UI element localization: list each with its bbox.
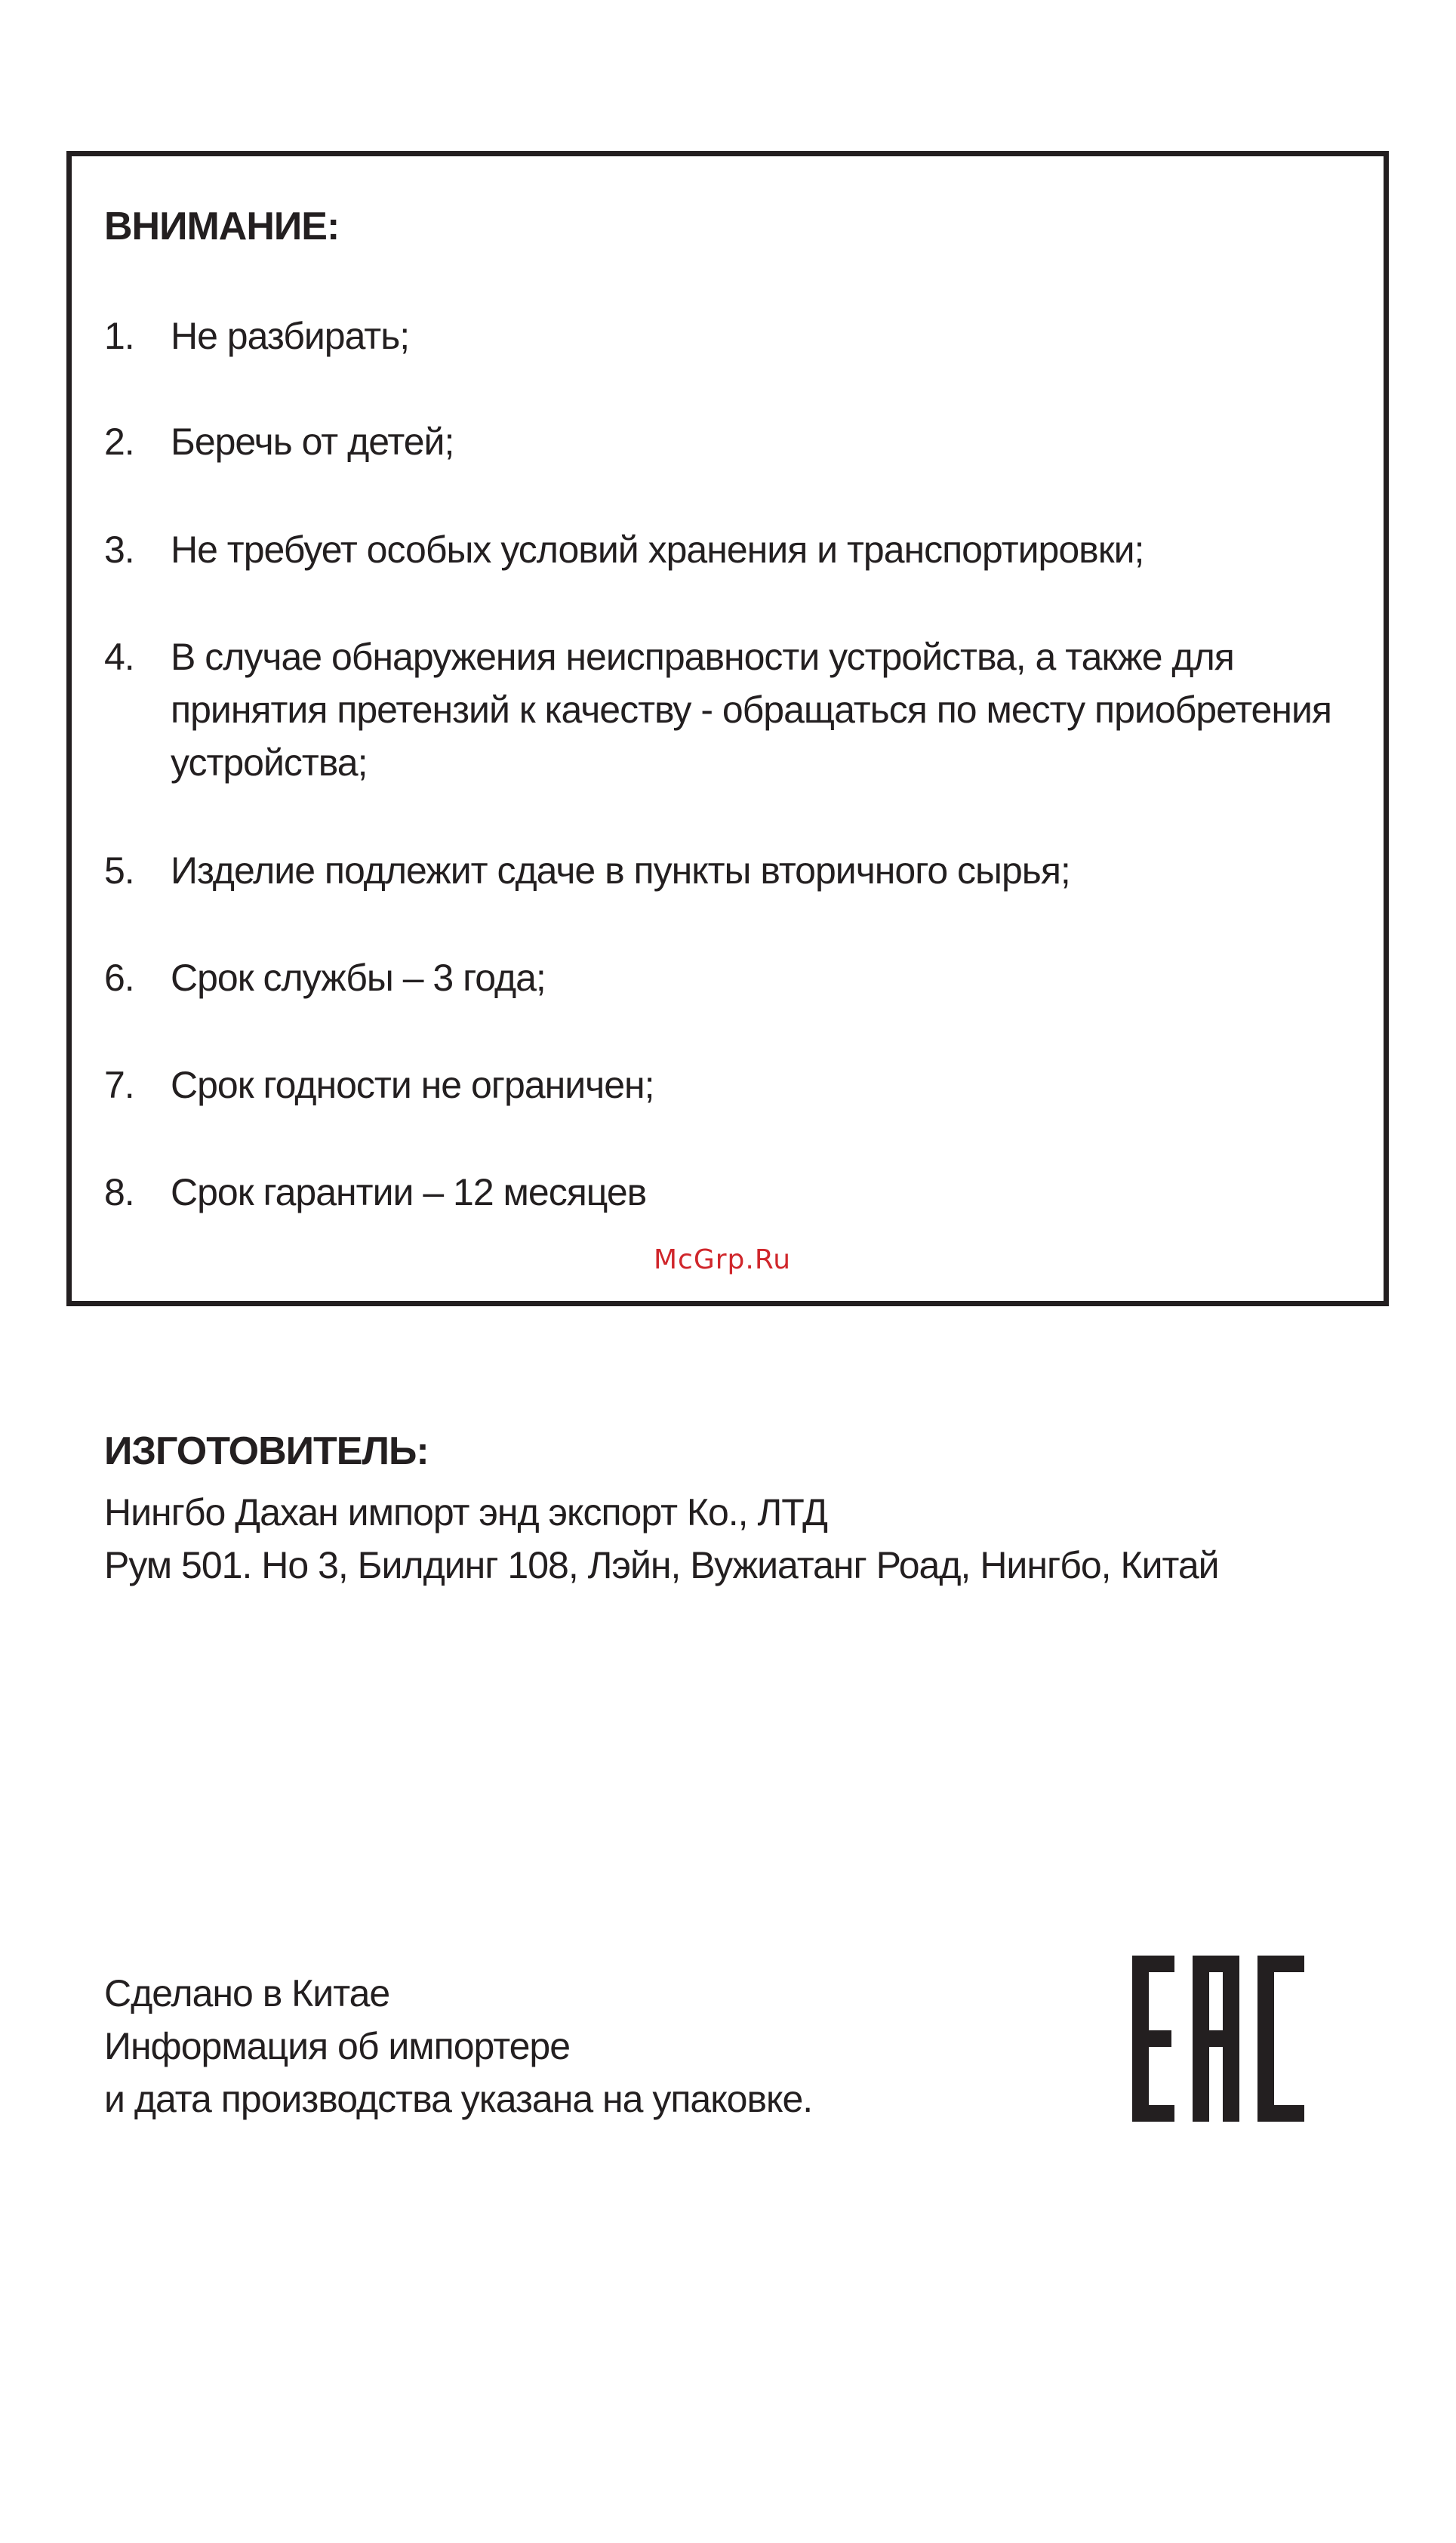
warning-item-text: Беречь от детей; — [171, 421, 454, 463]
warning-item-number: 2. — [104, 421, 134, 463]
importer-info-text: Информация об импортере — [104, 2025, 571, 2067]
warning-item — [104, 1059, 1342, 1111]
warning-item-number: 8. — [104, 1171, 134, 1213]
warning-item-text: Срок гарантии – 12 месяцев — [171, 1171, 647, 1213]
warning-item-number: 3. — [104, 529, 134, 571]
production-date-text: и дата производства указана на упаковке. — [104, 2078, 813, 2120]
warning-title: ВНИМАНИЕ: — [104, 205, 340, 248]
warning-item-text: Не требует особых условий хранения и транспортировки; — [171, 529, 1144, 571]
warning-item-number: 1. — [104, 315, 134, 357]
warning-item — [104, 1166, 1342, 1219]
made-in-text: Сделано в Китае — [104, 1972, 390, 2014]
warning-item-text: Срок годности не ограничен; — [171, 1064, 654, 1106]
warning-item — [104, 415, 1342, 468]
warning-item-number: 5. — [104, 849, 134, 892]
eac-conformity-mark-icon — [1132, 1956, 1306, 2122]
warning-item-number: 4. — [104, 636, 134, 678]
warning-item-number: 6. — [104, 957, 134, 999]
warning-item-text: Изделие подлежит сдаче в пункты вторичного сырья; — [171, 849, 1070, 892]
warning-item — [104, 951, 1342, 1004]
manufacturer-address: Рум 501. Но 3, Билдинг 108, Лэйн, Вужиатанг Роад, Нингбо, Китай — [104, 1544, 1219, 1586]
warning-item-number: 7. — [104, 1064, 134, 1106]
warning-item-text: В случае обнаружения неисправности устройства, а также для принятия претензий к качеству - обращаться по месту приобретения устройства; — [171, 636, 1331, 784]
warning-item — [104, 630, 1342, 789]
warning-item — [104, 844, 1342, 897]
warning-item — [104, 310, 1342, 362]
manufacturer-name: Нингбо Дахан импорт энд экспорт Ко., ЛТД — [104, 1491, 828, 1534]
warning-item-text: Не разбирать; — [171, 315, 410, 357]
manufacturer-title: ИЗГОТОВИТЕЛЬ: — [104, 1429, 429, 1473]
warning-item — [104, 523, 1342, 576]
warning-item-text: Срок службы – 3 года; — [171, 957, 546, 999]
watermark: McGrp.Ru — [654, 1244, 792, 1275]
